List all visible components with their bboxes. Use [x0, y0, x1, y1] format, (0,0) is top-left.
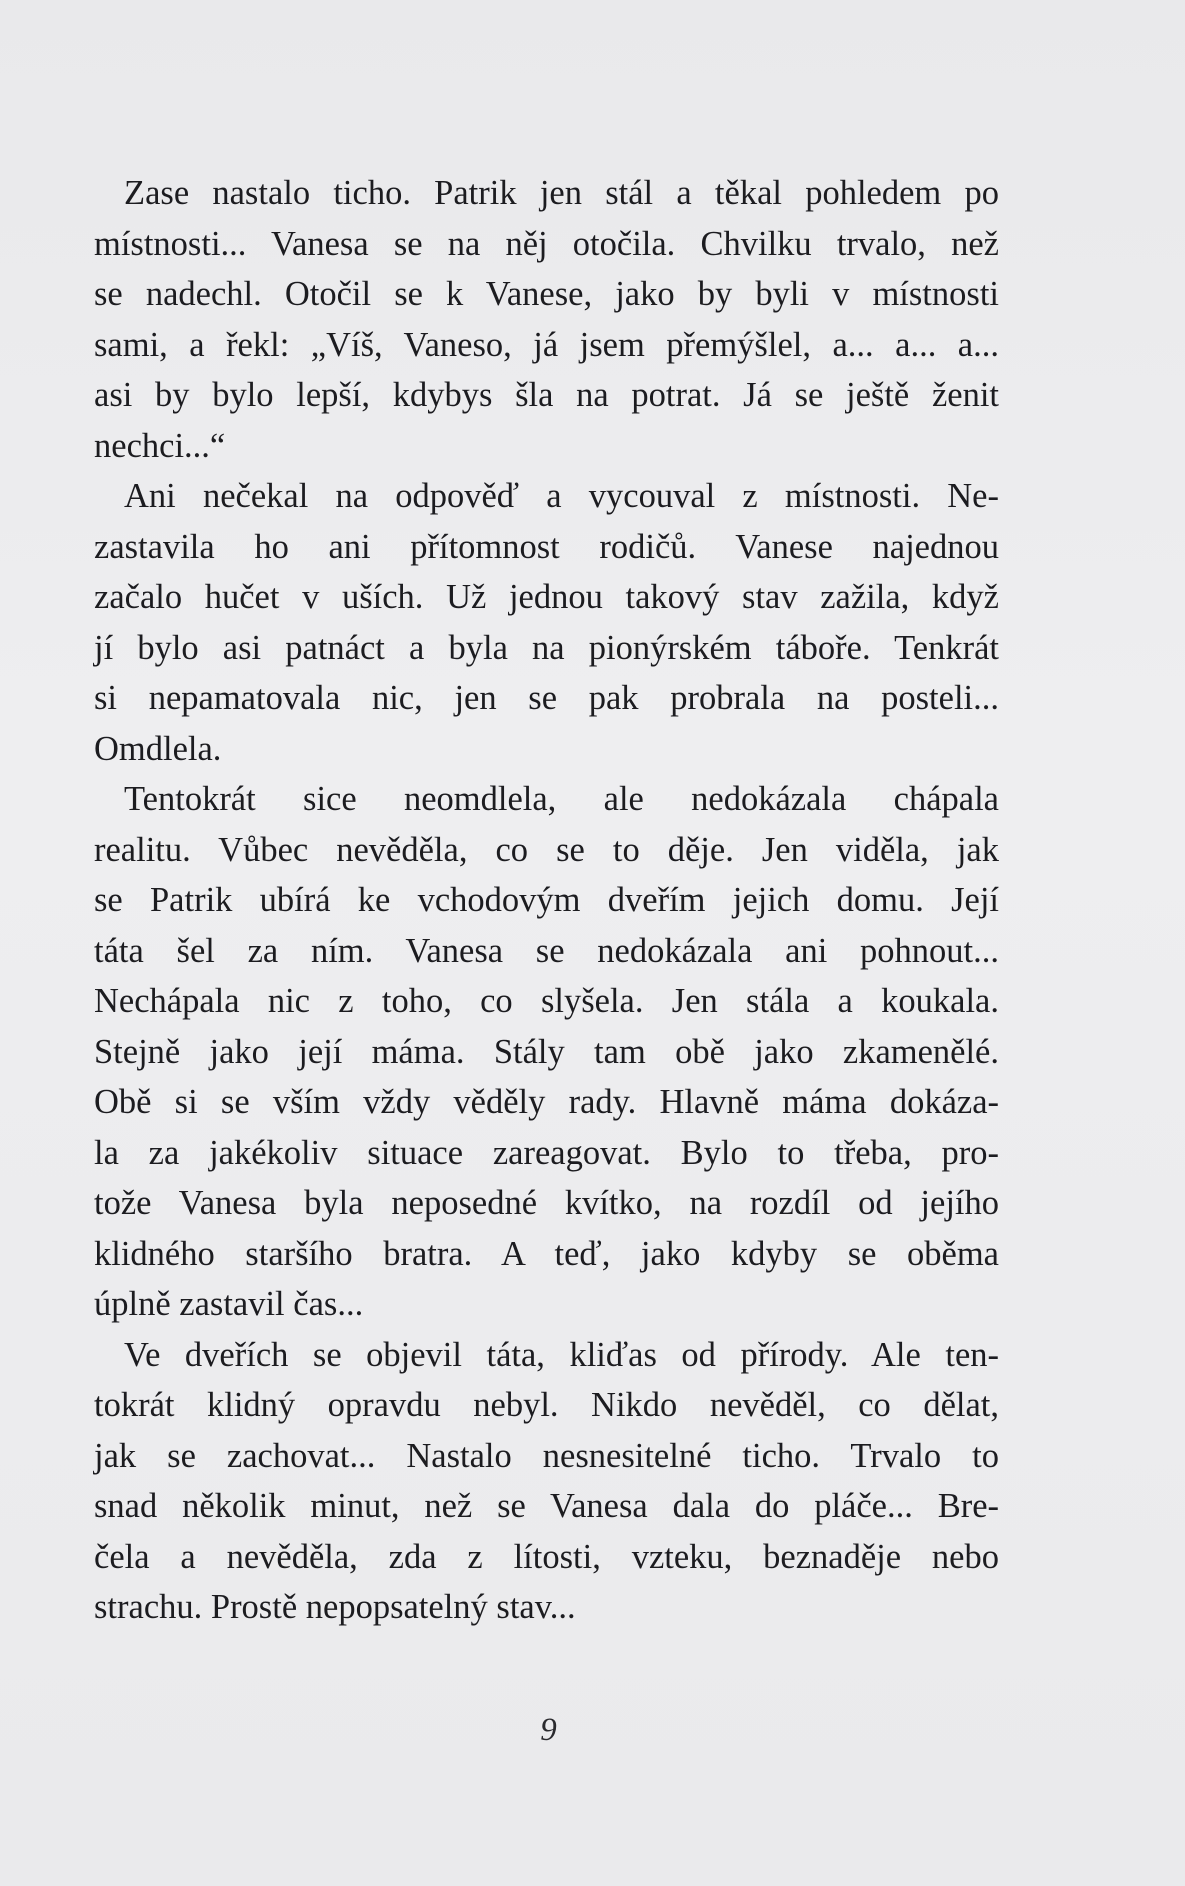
text-line: sami, a řekl: „Víš, Vaneso, já jsem přemýšlel, a... a... a...	[94, 325, 999, 364]
text-line: Tentokrát sice neomdlela, ale nedokázala chápala	[124, 780, 999, 818]
text-line: klidného staršího bratra. A teď, jako kdyby se oběma	[94, 1234, 999, 1273]
text-line: tože Vanesa byla neposedné kvítko, na rozdíl od jejího	[94, 1184, 999, 1222]
text-line: la za jakékoliv situace zareagovat. Bylo to třeba, pro-	[94, 1133, 999, 1172]
text-line: nechci...“	[94, 426, 226, 465]
text-line: Zase nastalo ticho. Patrik jen stál a těkal pohledem po	[124, 174, 999, 212]
text-line: realitu. Vůbec nevěděla, co se to děje. Jen viděla, jak	[94, 830, 999, 869]
text-line: úplně zastavil čas...	[94, 1285, 364, 1323]
text-line: místnosti... Vanesa se na něj otočila. Chvilku trvalo, než	[94, 224, 999, 263]
body-text	[94, 168, 999, 1633]
text-line: čela a nevěděla, zda z lítosti, vzteku, beznaděje nebo	[94, 1537, 999, 1576]
text-line: Obě si se vším vždy věděly rady. Hlavně máma dokáza-	[94, 1083, 999, 1121]
text-line: Omdlela.	[94, 729, 222, 768]
text-line: strachu. Prostě nepopsatelný stav...	[94, 1588, 576, 1626]
text-line: Ve dveřích se objevil táta, kliďas od přírody. Ale ten-	[124, 1335, 999, 1374]
text-line: začalo hučet v uších. Už jednou takový stav zažila, když	[94, 578, 999, 616]
paragraph-1	[94, 168, 999, 471]
text-line: Nechápala nic z toho, co slyšela. Jen stála a koukala.	[94, 982, 999, 1020]
text-line: asi by bylo lepší, kdybys šla na potrat. Já se ještě ženit	[94, 376, 999, 414]
text-line: si nepamatovala nic, jen se pak probrala na posteli...	[94, 679, 999, 717]
text-line: se nadechl. Otočil se k Vanese, jako by byli v místnosti	[94, 275, 999, 313]
text-line: zastavila ho ani přítomnost rodičů. Vanese najednou	[94, 527, 999, 566]
text-line: jí bylo asi patnáct a byla na pionýrském táboře. Tenkrát	[94, 628, 999, 667]
text-line: snad několik minut, než se Vanesa dala do pláče... Bre-	[94, 1487, 999, 1525]
paragraph-3	[94, 774, 999, 1330]
paragraph-2	[94, 471, 999, 774]
text-line: táta šel za ním. Vanesa se nedokázala ani pohnout...	[94, 931, 999, 970]
paragraph-4	[94, 1330, 999, 1633]
text-line: Stejně jako její máma. Stály tam obě jako zkamenělé.	[94, 1032, 999, 1071]
text-line: se Patrik ubírá ke vchodovým dveřím jejich domu. Její	[94, 881, 999, 919]
text-line: jak se zachovat... Nastalo nesnesitelné ticho. Trvalo to	[94, 1436, 999, 1475]
text-line: tokrát klidný opravdu nebyl. Nikdo nevěděl, co dělat,	[94, 1386, 999, 1424]
text-line: Ani nečekal na odpověď a vycouval z místnosti. Ne-	[124, 477, 999, 515]
page-number: 9	[540, 1712, 557, 1748]
